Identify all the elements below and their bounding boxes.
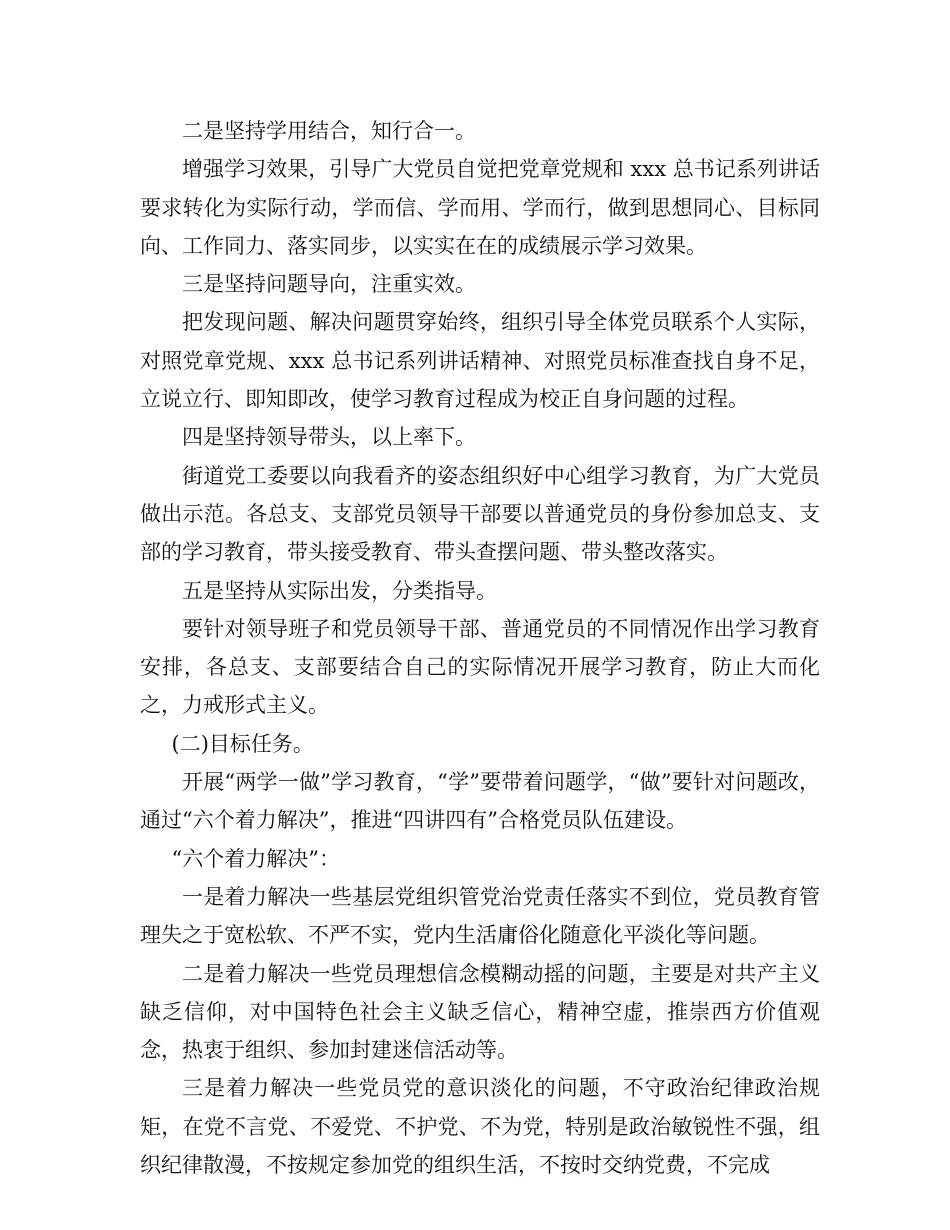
paragraph-solution-2: 二是着力解决一些党员理想信念模糊动摇的问题，主要是对共产主义缺乏信仰，对中国特色社会主义缺乏信心，精神空虚，推崇西方价值观念，热衷于组织、参加封建迷信活动等。 xyxy=(140,961,820,1063)
paragraph-solution-3: 三是着力解决一些党员党的意识淡化的问题，不守政治纪律政治规矩，在党不言党、不爱党、不护党、不为党，特别是政治敏锐性不强，组织纪律散漫，不按规定参加党的组织生活，不按时交纳党费，不完成 xyxy=(140,1076,820,1178)
paragraph-principle-2-heading: 二是坚持学用结合，知行合一。 xyxy=(182,119,476,143)
section-heading-goals: (二)目标任务。 xyxy=(171,731,314,756)
document-body xyxy=(140,112,820,1184)
paragraph-principle-5-heading: 五是坚持从实际出发，分类指导。 xyxy=(182,578,497,603)
paragraph-principle-3-body: 把发现问题、解决问题贯穿始终，组织引导全体党员联系个人实际，对照党章党规、xxx 总书记系列讲话精神、对照党员标准查找自身不足，立说立行、即知即改，使学习教育过程成为校正自身问题的过程。 xyxy=(140,310,820,412)
paragraph-principle-4-body: 街道党工委要以向我看齐的姿态组织好中心组学习教育，为广大党员做出示范。各总支、支部党员领导干部要以普通党员的身份参加总支、支部的学习教育，带头接受教育、带头查摆问题、带头整改落实。 xyxy=(140,463,820,565)
paragraph-principle-5-body: 要针对领导班子和党员领导干部、普通党员的不同情况作出学习教育安排，各总支、支部要结合自己的实际情况开展学习教育，防止大而化之，力戒形式主义。 xyxy=(140,616,820,718)
paragraph-solution-1: 一是着力解决一些基层党组织管党治党责任落实不到位，党员教育管理失之于宽松软、不严不实，党内生活庸俗化随意化平淡化等问题。 xyxy=(140,884,820,948)
paragraph-six-solutions-heading: “六个着力解决”： xyxy=(171,846,340,871)
paragraph-principle-2-body: 增强学习效果，引导广大党员自觉把党章党规和 xxx 总书记系列讲话要求转化为实际行动，学而信、学而用、学而行，做到思想同心、目标同向、工作同力、落实同步，以实实在在的成绩展示学习效果。 xyxy=(140,157,820,258)
paragraph-principle-4-heading: 四是坚持领导带头，以上率下。 xyxy=(182,425,476,450)
paragraph-principle-3-heading: 三是坚持问题导向，注重实效。 xyxy=(182,272,476,297)
paragraph-goals-body: 开展“两学一做”学习教育，“学”要带着问题学，“做”要针对问题改，通过“六个着力解决”，推进“四讲四有”合格党员队伍建设。 xyxy=(140,770,820,833)
